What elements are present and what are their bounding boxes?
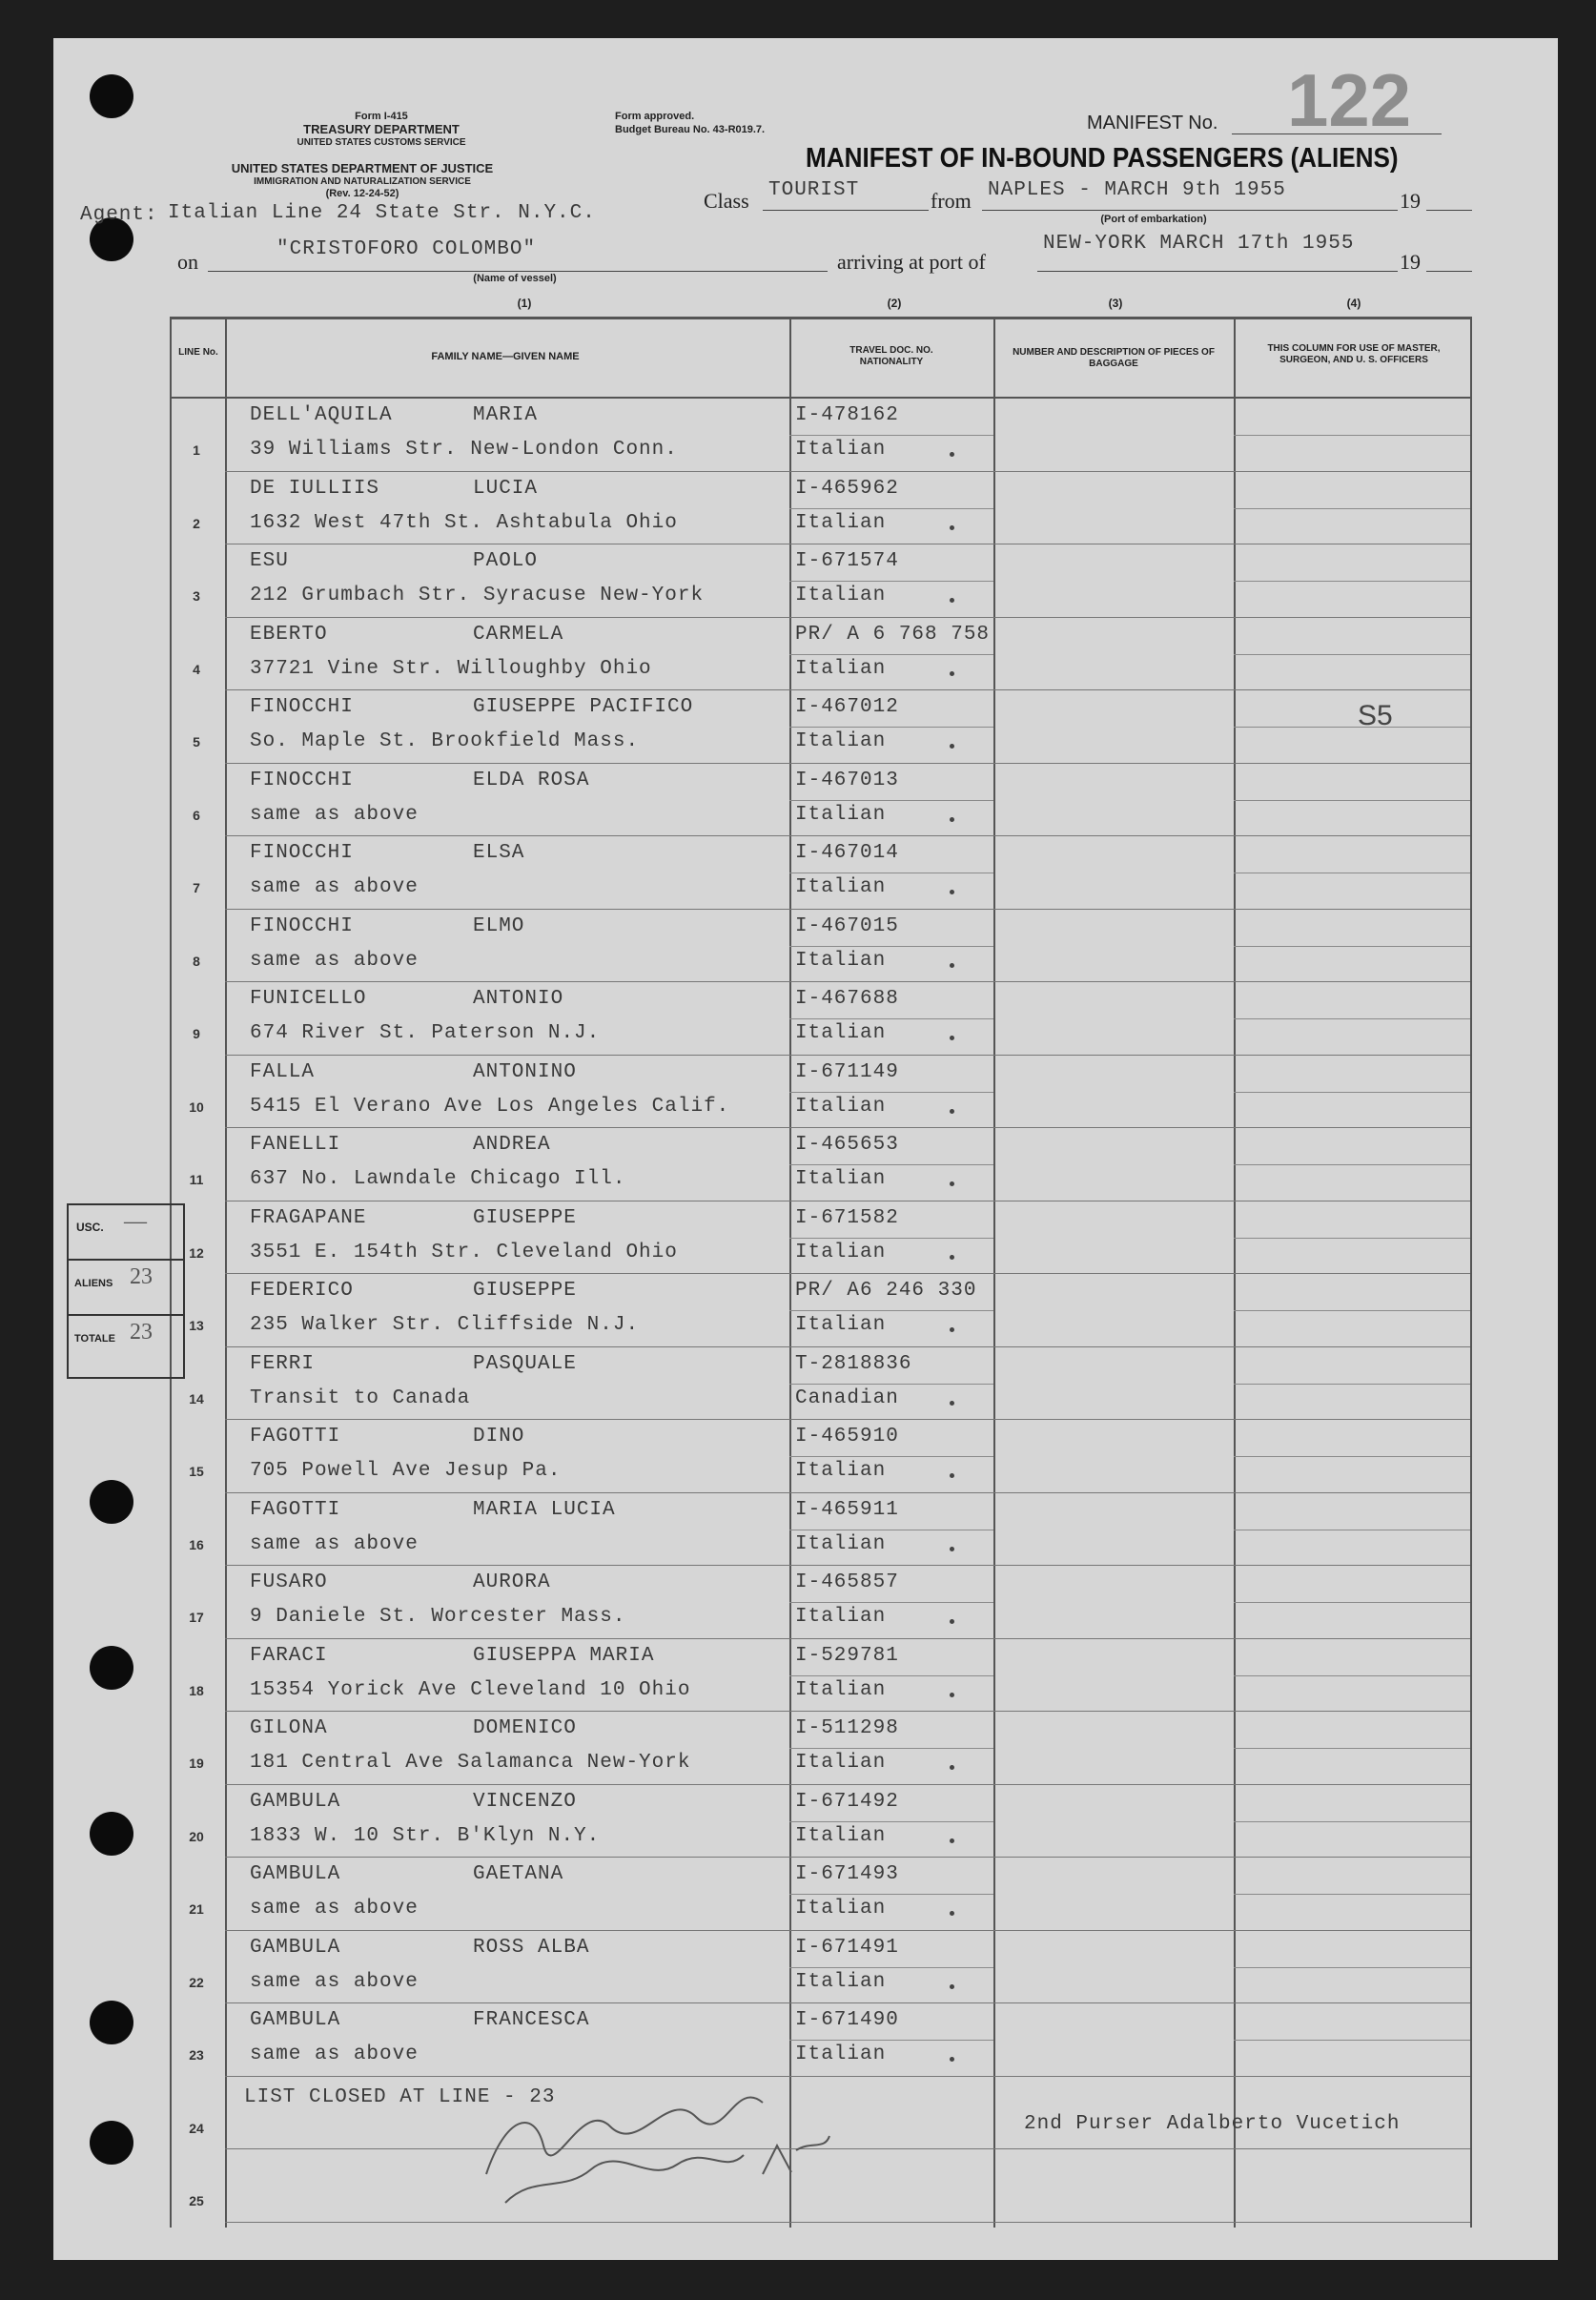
passenger-address: same as above: [250, 1532, 419, 1555]
row-line-number: 21: [189, 1901, 204, 1917]
passenger-given-name: PASQUALE: [473, 1352, 577, 1375]
arriving-year: 19: [1400, 250, 1421, 274]
passenger-address: 637 No. Lawndale Chicago Ill.: [250, 1168, 626, 1190]
officer-mid-line: [1234, 1310, 1470, 1311]
nationality: Italian: [795, 1095, 887, 1118]
passenger-family-name: FINOCCHI: [250, 842, 354, 864]
row-divider: [225, 1565, 1470, 1566]
class-value: TOURIST: [768, 179, 860, 201]
check-dot: [950, 817, 954, 822]
passenger-given-name: ROSS ALBA: [473, 1936, 590, 1959]
row-line-number: 23: [189, 2047, 204, 2063]
passenger-address: 235 Walker Str. Cliffside N.J.: [250, 1314, 640, 1336]
passenger-given-name: DOMENICO: [473, 1717, 577, 1739]
travel-doc-number: I-511298: [795, 1717, 899, 1739]
officer-mid-line: [1234, 1456, 1470, 1457]
travel-doc-number: I-465962: [795, 477, 899, 500]
passenger-family-name: ESU: [250, 550, 289, 572]
row-divider: [225, 1419, 1470, 1420]
row-divider: [225, 2222, 1470, 2223]
row-divider: [225, 471, 1470, 472]
header-travel-doc: TRAVEL DOC. NO. NATIONALITY: [849, 345, 933, 367]
passenger-given-name: LUCIA: [473, 477, 539, 500]
travel-doc-number: I-671490: [795, 2009, 899, 2031]
row-divider: [225, 1784, 1470, 1785]
passenger-family-name: FARACI: [250, 1644, 328, 1667]
row-line-number: 4: [193, 661, 200, 677]
row-line-number: 22: [189, 1974, 204, 1990]
stamp-usc-value: —: [124, 1209, 147, 1234]
check-dot: [950, 1911, 954, 1916]
passenger-given-name: MARIA LUCIA: [473, 1498, 616, 1521]
row-divider: [225, 617, 1470, 618]
nationality: Italian: [795, 1460, 887, 1482]
check-dot: [950, 1765, 954, 1770]
nationality: Italian: [795, 1168, 887, 1190]
check-dot: [950, 1838, 954, 1843]
passenger-address: So. Maple St. Brookfield Mass.: [250, 730, 640, 752]
row-divider: [225, 1711, 1470, 1712]
doc-mid-line: [789, 581, 993, 582]
stamp-divider: [67, 1314, 183, 1316]
nationality: Italian: [795, 585, 887, 606]
passenger-given-name: MARIA: [473, 404, 539, 426]
check-dot: [950, 890, 954, 894]
check-dot: [950, 1181, 954, 1186]
travel-doc-number: PR/ A 6 768 758: [795, 623, 991, 646]
row-line-number: 15: [189, 1464, 204, 1479]
doc-mid-line: [789, 800, 993, 801]
header-line-no: LINE No.: [178, 347, 218, 358]
check-dot: [950, 1693, 954, 1697]
row-line-number: 13: [189, 1318, 204, 1333]
stamp-aliens-value: 23: [130, 1264, 153, 1289]
nationality: Italian: [795, 803, 887, 826]
travel-doc-number: I-671574: [795, 550, 899, 572]
doc-mid-line: [789, 1748, 993, 1749]
passenger-given-name: ELDA ROSA: [473, 769, 590, 791]
doc-mid-line: [789, 508, 993, 509]
stamp-usc-label: USC.: [76, 1221, 104, 1234]
officer-mid-line: [1234, 727, 1470, 728]
row-line-number: 2: [193, 515, 200, 531]
row-line-number: 12: [189, 1244, 204, 1261]
passenger-given-name: FRANCESCA: [473, 2009, 590, 2031]
row-divider: [225, 1638, 1470, 1639]
header-baggage: NUMBER AND DESCRIPTION OF PIECES OF BAGGAGE: [1013, 347, 1215, 369]
check-dot: [950, 671, 954, 676]
passenger-address: 9 Daniele St. Worcester Mass.: [250, 1606, 626, 1628]
passenger-given-name: PAOLO: [473, 550, 539, 572]
passenger-address: same as above: [250, 1970, 419, 1993]
passenger-family-name: FAGOTTI: [250, 1498, 341, 1521]
passenger-given-name: GIUSEPPA MARIA: [473, 1644, 655, 1667]
travel-doc-number: PR/ A6 246 330: [795, 1280, 977, 1302]
row-divider: [225, 835, 1470, 836]
header-officers: THIS COLUMN FOR USE OF MASTER, SURGEON, AND U. S. OFFICERS: [1267, 343, 1441, 365]
check-dot: [950, 2057, 954, 2062]
punch-hole: [90, 2121, 133, 2165]
ins-service: IMMIGRATION AND NATURALIZATION SERVICE: [254, 176, 471, 187]
officer-mid-line: [1234, 435, 1470, 436]
travel-doc-number: I-467014: [795, 842, 899, 864]
officer-mid-line: [1234, 508, 1470, 509]
passenger-address: 181 Central Ave Salamanca New-York: [250, 1752, 691, 1774]
passenger-family-name: FEDERICO: [250, 1280, 354, 1302]
header-name: FAMILY NAME—GIVEN NAME: [431, 351, 580, 362]
passenger-address: 1833 W. 10 Str. B'Klyn N.Y.: [250, 1824, 601, 1847]
nationality: Italian: [795, 2043, 887, 2065]
row-line-number: 24: [189, 2120, 204, 2136]
row-line-number: 9: [193, 1026, 200, 1041]
passenger-given-name: ANTONIO: [473, 988, 564, 1010]
from-value: NAPLES - MARCH 9th 1955: [988, 179, 1286, 201]
arriving-label: arriving at port of: [837, 250, 986, 274]
manifest-no-value: 122: [1287, 58, 1412, 142]
travel-doc-number: I-671492: [795, 1790, 899, 1813]
arriving-year-line: [1426, 271, 1472, 272]
row-divider: [225, 1273, 1470, 1274]
officer-mid-line: [1234, 581, 1470, 582]
row-line-number: 8: [193, 953, 200, 969]
nationality: Italian: [795, 730, 887, 752]
row-divider: [225, 981, 1470, 982]
column-divider-line-no: [225, 317, 227, 2228]
passenger-address: 674 River St. Paterson N.J.: [250, 1022, 601, 1044]
on-label: on: [177, 250, 198, 274]
check-dot: [950, 525, 954, 530]
doc-mid-line: [789, 1310, 993, 1311]
officer-mid-line: [1234, 1967, 1470, 1968]
passenger-family-name: FINOCCHI: [250, 914, 354, 937]
nationality: Italian: [795, 1824, 887, 1847]
nationality: Italian: [795, 1314, 887, 1336]
passenger-address: same as above: [250, 876, 419, 898]
officer-mid-line: [1234, 1164, 1470, 1165]
passenger-address: 1632 West 47th St. Ashtabula Ohio: [250, 511, 678, 534]
check-dot: [950, 1255, 954, 1260]
form-number: Form I-415: [355, 111, 408, 122]
check-dot: [950, 1401, 954, 1406]
passenger-address: same as above: [250, 803, 419, 826]
travel-doc-number: I-465911: [795, 1498, 899, 1521]
passenger-address: 3551 E. 154th Str. Cleveland Ohio: [250, 1241, 678, 1263]
doc-mid-line: [789, 1675, 993, 1676]
class-label: Class: [704, 189, 749, 213]
travel-doc-number: I-467688: [795, 988, 899, 1010]
row-line-number: 5: [193, 734, 200, 750]
treasury-dept: TREASURY DEPARTMENT: [303, 122, 460, 136]
nationality: Canadian: [795, 1386, 899, 1409]
check-dot: [950, 1327, 954, 1332]
check-dot: [950, 1984, 954, 1989]
punch-hole: [90, 1646, 133, 1690]
row-line-number: 25: [189, 2193, 204, 2208]
row-line-number: 3: [193, 588, 200, 604]
passenger-address: same as above: [250, 949, 419, 972]
check-dot: [950, 963, 954, 968]
stamp-divider: [67, 1259, 183, 1261]
travel-doc-number: I-529781: [795, 1644, 899, 1667]
passenger-address: Transit to Canada: [250, 1386, 471, 1409]
column-divider-doc: [993, 317, 995, 2228]
nationality: Italian: [795, 876, 887, 898]
officer-mid-line: [1234, 1894, 1470, 1895]
passenger-family-name: FERRI: [250, 1352, 316, 1375]
table-top-border: [170, 317, 1472, 319]
column-divider-baggage: [1234, 317, 1236, 2228]
officer-mid-line: [1234, 946, 1470, 947]
passenger-family-name: FAGOTTI: [250, 1426, 341, 1448]
passenger-family-name: FUNICELLO: [250, 988, 367, 1010]
passenger-family-name: FINOCCHI: [250, 696, 354, 718]
form-approved: Form approved.: [615, 111, 695, 122]
passenger-family-name: GAMBULA: [250, 1936, 341, 1959]
doc-mid-line: [789, 2040, 993, 2041]
nationality: Italian: [795, 1532, 887, 1555]
row-divider: [225, 1857, 1470, 1858]
doc-mid-line: [789, 654, 993, 655]
doc-mid-line: [789, 435, 993, 436]
passenger-given-name: VINCENZO: [473, 1790, 577, 1813]
nationality: Italian: [795, 1678, 887, 1701]
passenger-family-name: FUSARO: [250, 1571, 328, 1593]
nationality: Italian: [795, 1241, 887, 1263]
nationality: Italian: [795, 511, 887, 534]
row-line-number: 17: [189, 1610, 204, 1625]
nationality: Italian: [795, 1606, 887, 1628]
passenger-address: 37721 Vine Str. Willoughby Ohio: [250, 657, 652, 680]
row-divider: [225, 2002, 1470, 2003]
table-right-border: [1470, 317, 1472, 2228]
row-line-number: 16: [189, 1536, 204, 1552]
nationality: Italian: [795, 439, 887, 461]
list-closed-note: LIST CLOSED AT LINE - 23: [244, 2086, 556, 2108]
stamp-aliens-label: ALIENS: [74, 1278, 113, 1289]
vessel-line: [208, 271, 828, 272]
punch-hole: [90, 2001, 133, 2044]
column-number-2: (2): [887, 297, 902, 310]
travel-doc-number: I-671493: [795, 1863, 899, 1885]
officer-mid-line: [1234, 1384, 1470, 1385]
customs-service: UNITED STATES CUSTOMS SERVICE: [297, 137, 466, 148]
passenger-family-name: GILONA: [250, 1717, 328, 1739]
travel-doc-number: I-671149: [795, 1060, 899, 1083]
doc-mid-line: [789, 1164, 993, 1165]
row-line-number: 18: [189, 1682, 204, 1698]
officer-mid-line: [1234, 1748, 1470, 1749]
from-year-line: [1426, 210, 1472, 211]
row-line-number: 6: [193, 807, 200, 823]
row-divider: [225, 763, 1470, 764]
agent-value: Italian Line 24 State Str. N.Y.C.: [168, 202, 596, 224]
punch-hole: [90, 1812, 133, 1856]
passenger-given-name: ANTONINO: [473, 1060, 577, 1083]
passenger-given-name: GIUSEPPE PACIFICO: [473, 696, 694, 718]
passenger-given-name: AURORA: [473, 1571, 551, 1593]
travel-doc-number: I-467012: [795, 696, 899, 718]
travel-doc-number: I-465910: [795, 1426, 899, 1448]
doc-mid-line: [789, 1602, 993, 1603]
officer-mid-line: [1234, 1092, 1470, 1093]
column-number-3: (3): [1108, 297, 1123, 310]
row-divider: [225, 1346, 1470, 1347]
from-label: from: [931, 189, 972, 213]
officer-mid-line: [1234, 654, 1470, 655]
officer-mid-line: [1234, 800, 1470, 801]
passenger-family-name: FRAGAPANE: [250, 1206, 367, 1229]
row-line-number: 20: [189, 1828, 204, 1844]
doc-mid-line: [789, 1384, 993, 1385]
passenger-family-name: FANELLI: [250, 1134, 341, 1156]
revision: (Rev. 12-24-52): [325, 188, 399, 199]
port-embark-label: (Port of embarkation): [1100, 214, 1207, 225]
column-number-1: (1): [517, 297, 532, 310]
row-divider: [225, 1055, 1470, 1056]
row-divider: [225, 689, 1470, 690]
passenger-address: same as above: [250, 2043, 419, 2065]
doc-mid-line: [789, 1821, 993, 1822]
doc-mid-line: [789, 1238, 993, 1239]
row-line-number: 14: [189, 1390, 204, 1407]
passenger-address: 705 Powell Ave Jesup Pa.: [250, 1460, 562, 1482]
vessel-label: (Name of vessel): [473, 273, 557, 284]
officer-mid-line: [1234, 2040, 1470, 2041]
vessel-name: "CRISTOFORO COLOMBO": [276, 238, 537, 260]
officer-mid-line: [1234, 1238, 1470, 1239]
travel-doc-number: I-671491: [795, 1936, 899, 1959]
officer-mid-line: [1234, 1602, 1470, 1603]
page-title: MANIFEST OF IN-BOUND PASSENGERS (ALIENS): [806, 143, 1399, 174]
passenger-address: 39 Williams Str. New-London Conn.: [250, 439, 678, 461]
arriving-value: NEW-YORK MARCH 17th 1955: [1043, 233, 1355, 255]
passenger-family-name: DELL'AQUILA: [250, 404, 393, 426]
row-line-number: 7: [193, 880, 200, 895]
officer-mid-line: [1234, 1821, 1470, 1822]
nationality: Italian: [795, 1752, 887, 1774]
passenger-family-name: GAMBULA: [250, 1790, 341, 1813]
passenger-family-name: GAMBULA: [250, 2009, 341, 2031]
doc-mid-line: [789, 946, 993, 947]
passenger-given-name: GIUSEPPE: [473, 1280, 577, 1302]
travel-doc-number: I-465857: [795, 1571, 899, 1593]
officer-mark: S5: [1358, 700, 1393, 731]
passenger-address: 5415 El Verano Ave Los Angeles Calif.: [250, 1095, 730, 1118]
from-year: 19: [1400, 189, 1421, 213]
stamp-totale-value: 23: [130, 1320, 153, 1345]
check-dot: [950, 452, 954, 457]
doc-mid-line: [789, 727, 993, 728]
passenger-given-name: CARMELA: [473, 623, 564, 646]
passenger-family-name: FINOCCHI: [250, 769, 354, 791]
passenger-address: 15354 Yorick Ave Cleveland 10 Ohio: [250, 1678, 691, 1701]
check-dot: [950, 598, 954, 603]
from-line: [982, 210, 1398, 211]
row-divider: [225, 909, 1470, 910]
travel-doc-number: T-2818836: [795, 1352, 912, 1375]
check-dot: [950, 1036, 954, 1040]
doc-mid-line: [789, 1894, 993, 1895]
nationality: Italian: [795, 1970, 887, 1993]
travel-doc-number: I-478162: [795, 404, 899, 426]
doc-mid-line: [789, 1967, 993, 1968]
passenger-address: same as above: [250, 1898, 419, 1920]
class-line: [763, 210, 929, 211]
punch-hole: [90, 1480, 133, 1524]
passenger-given-name: DINO: [473, 1426, 525, 1448]
doc-mid-line: [789, 1456, 993, 1457]
budget-bureau: Budget Bureau No. 43-R019.7.: [615, 124, 766, 135]
row-line-number: 11: [189, 1172, 204, 1187]
manifest-no-label: MANIFEST No.: [1087, 113, 1218, 133]
row-divider: [225, 1492, 1470, 1493]
row-line-number: 1: [193, 442, 200, 458]
row-divider: [225, 1127, 1470, 1128]
passenger-given-name: ELMO: [473, 914, 525, 937]
punch-hole: [90, 74, 133, 118]
passenger-address: 212 Grumbach Str. Syracuse New-York: [250, 585, 705, 606]
table-header-border: [170, 397, 1472, 399]
nationality: Italian: [795, 1022, 887, 1044]
passenger-given-name: GAETANA: [473, 1863, 564, 1885]
agent-label: Agent:: [80, 204, 158, 226]
officer-mid-line: [1234, 1675, 1470, 1676]
column-divider-name: [789, 317, 791, 2228]
passenger-family-name: GAMBULA: [250, 1863, 341, 1885]
stamp-totale-label: TOTALE: [74, 1333, 115, 1345]
row-line-number: 19: [189, 1756, 204, 1771]
arriving-line: [1037, 271, 1398, 272]
justice-dept: UNITED STATES DEPARTMENT OF JUSTICE: [231, 161, 494, 175]
doc-mid-line: [789, 1018, 993, 1019]
check-dot: [950, 744, 954, 749]
passenger-given-name: GIUSEPPE: [473, 1206, 577, 1229]
passenger-given-name: ELSA: [473, 842, 525, 864]
check-dot: [950, 1473, 954, 1478]
check-dot: [950, 1547, 954, 1551]
column-number-4: (4): [1346, 297, 1361, 310]
passenger-given-name: ANDREA: [473, 1134, 551, 1156]
travel-doc-number: I-467013: [795, 769, 899, 791]
travel-doc-number: I-467015: [795, 914, 899, 937]
check-dot: [950, 1619, 954, 1624]
travel-doc-number: I-465653: [795, 1134, 899, 1156]
handwritten-signature: [448, 2060, 877, 2212]
passenger-family-name: DE IULLIIS: [250, 477, 380, 500]
nationality: Italian: [795, 949, 887, 972]
row-line-number: 10: [189, 1099, 204, 1115]
passenger-family-name: FALLA: [250, 1060, 316, 1083]
passenger-family-name: EBERTO: [250, 623, 328, 646]
purser-signature-name: 2nd Purser Adalberto Vucetich: [1024, 2113, 1401, 2135]
check-dot: [950, 1109, 954, 1114]
travel-doc-number: I-671582: [795, 1206, 899, 1229]
row-divider: [225, 1930, 1470, 1931]
doc-mid-line: [789, 1092, 993, 1093]
nationality: Italian: [795, 657, 887, 680]
officer-mid-line: [1234, 1018, 1470, 1019]
nationality: Italian: [795, 1898, 887, 1920]
